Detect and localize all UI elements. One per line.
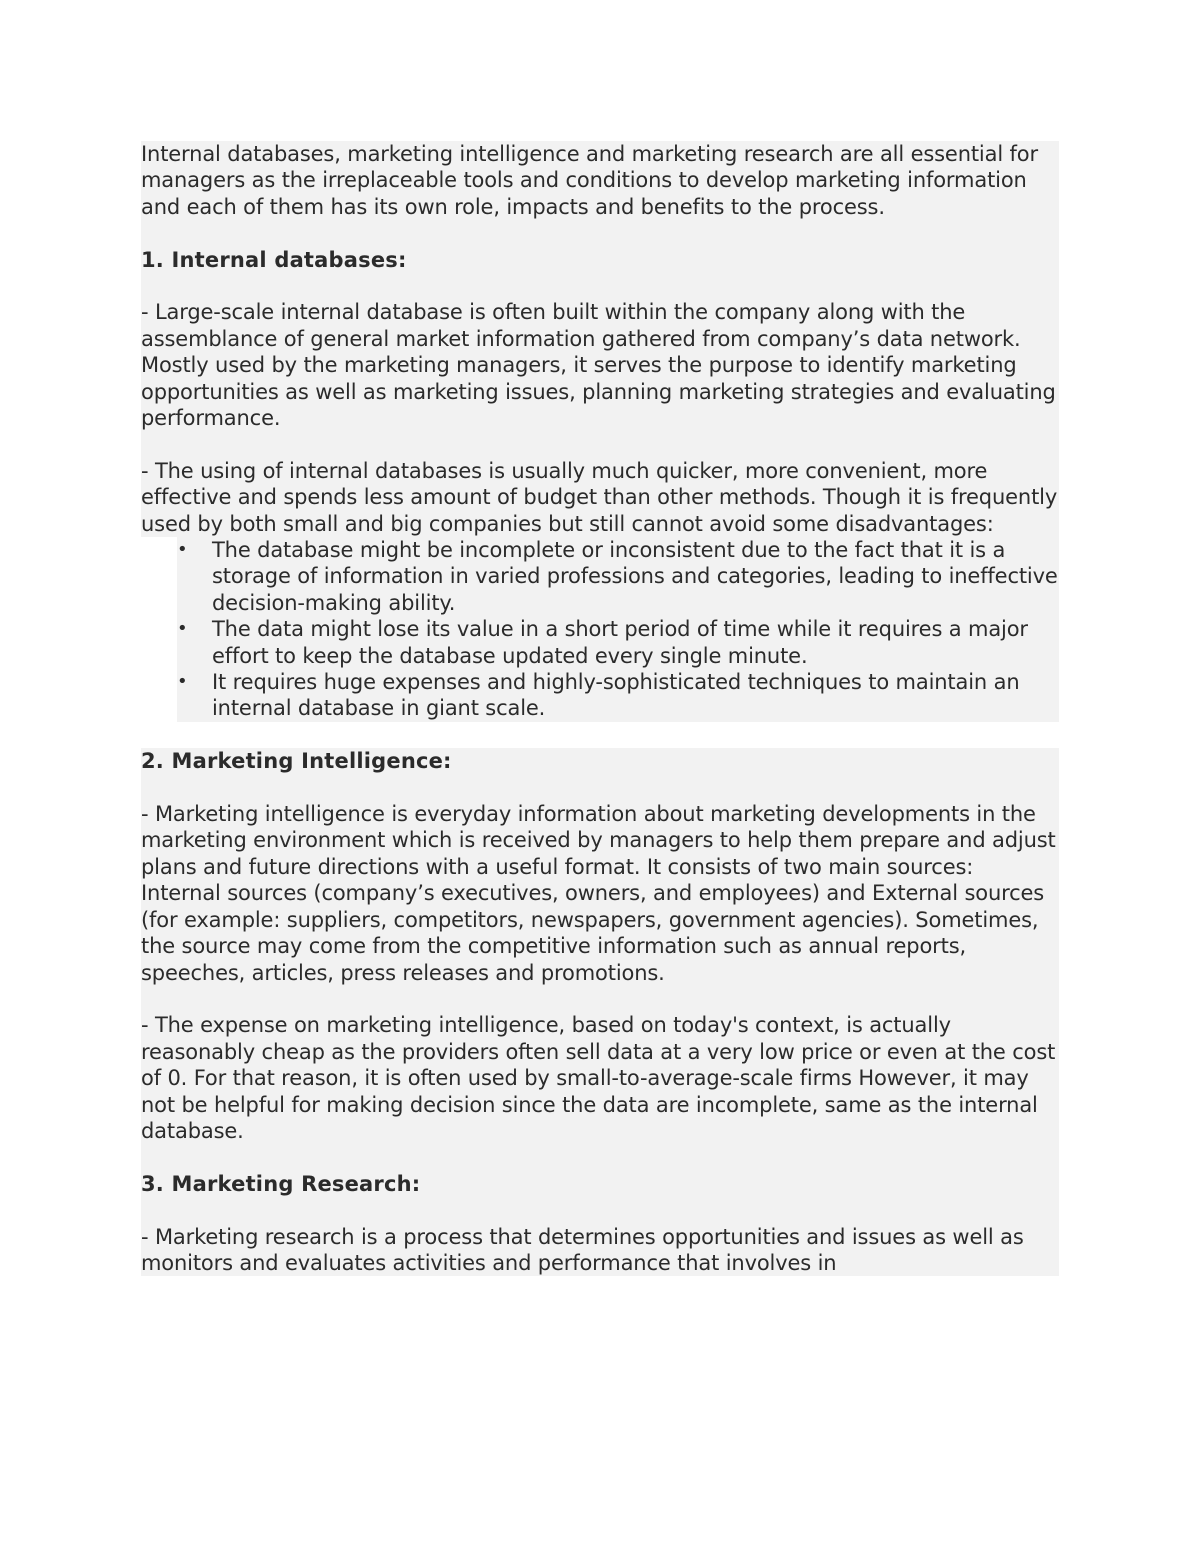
intro-paragraph: Internal databases, marketing intelligence and marketing research are all essential for managers as the irreplaceable tools and conditions to develop marketing information and each of them has its own role, impacts and benefits to the process. <box>141 142 1038 219</box>
bullet-icon: • <box>177 618 188 640</box>
list-item-text: The data might lose its value in a short period of time while it requires a major effort to keep the database updated every single minute. <box>212 617 1028 668</box>
disadvantages-list <box>177 537 1059 722</box>
paragraph-internal-databases-1: - Large-scale internal database is often built within the company along with the assemblance of general market information gathered from company’s data network. Mostly used by the marketing managers, it serves the purpose to identify marketing opportunities as well as marketing issues, planning marketing strategies and evaluating performance. <box>141 300 1056 431</box>
marketing-block <box>141 748 1059 1276</box>
section-heading-marketing-research: 3. Marketing Research: <box>141 1171 421 1196</box>
intro-block <box>141 141 1059 537</box>
section-heading-marketing-intelligence: 2. Marketing Intelligence: <box>141 749 452 774</box>
bullet-icon: • <box>177 671 188 693</box>
list-item-text: It requires huge expenses and highly-sophisticated techniques to maintain an internal database in giant scale. <box>212 670 1020 721</box>
list-item-text: The database might be incomplete or inconsistent due to the fact that it is a storage of information in varied professions and categories, leading to ineffective decision-making ability. <box>212 538 1058 615</box>
list-item <box>177 669 1059 722</box>
paragraph-marketing-intelligence-2: - The expense on marketing intelligence, based on today's context, is actually reasonably cheap as the providers often sell data at a very low price or even at the cost of 0. For that reason, it is often used by small-to-average-scale firms However, it may not be helpful for making decision since the data are incomplete, same as the internal database. <box>141 1013 1056 1143</box>
list-item <box>177 616 1059 669</box>
section-heading-internal-databases: 1. Internal databases: <box>141 247 407 272</box>
paragraph-internal-databases-2: - The using of internal databases is usually much quicker, more convenient, more effective and spends less amount of budget than other methods. Though it is frequently used by both small and big companies but still cannot avoid some disadvantages: <box>141 458 1058 536</box>
list-item <box>177 537 1059 616</box>
paragraph-marketing-research-1: - Marketing research is a process that determines opportunities and issues as well as monitors and evaluates activities and performance that involves in <box>141 1224 1024 1275</box>
bullet-icon: • <box>177 539 188 561</box>
document-body <box>141 141 1059 1276</box>
paragraph-marketing-intelligence-1: - Marketing intelligence is everyday information about marketing developments in the marketing environment which is received by managers to help them prepare and adjust plans and future directions with a useful format. It consists of two main sources: Internal sources (company’s executives, owners, and employees) and External sources (for example: suppliers, competitors, newspapers, government agencies). Sometimes, the source may come from the competitive information such as annual reports, speeches, articles, press releases and promotions. <box>141 802 1056 985</box>
disadvantages-list-block <box>141 537 1059 748</box>
